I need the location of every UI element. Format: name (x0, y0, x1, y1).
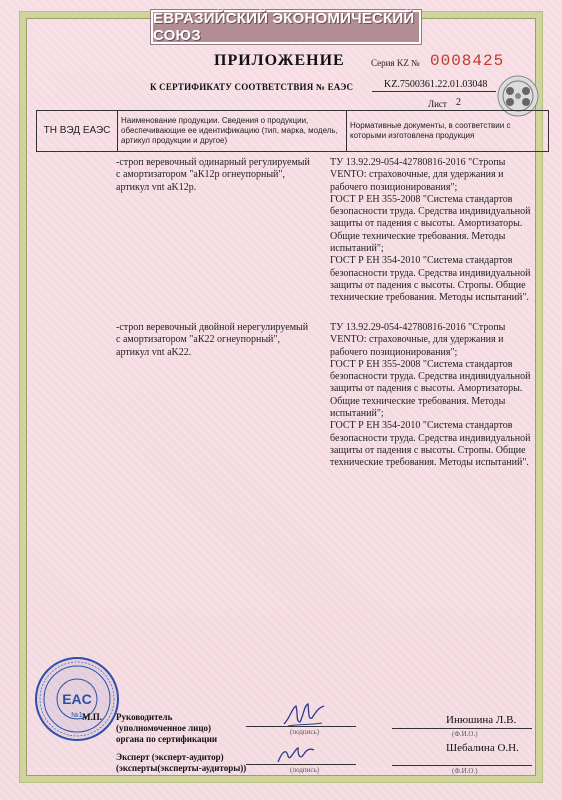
doc-line: рабочего позиционирования"; (330, 346, 458, 358)
certificate-underline (372, 91, 496, 92)
union-banner (151, 10, 421, 44)
product-line: -строп веревочный одинарный регулируемый (116, 157, 310, 168)
table-header (36, 110, 549, 152)
doc-line: испытаний"; (330, 243, 384, 255)
expert-fio-caption: (Ф.И.О.) (452, 767, 478, 775)
doc-line: рабочего позиционирования"; (330, 181, 458, 193)
doc-line: ГОСТ Р ЕН 355-2008 "Система стандартов (330, 358, 513, 370)
certificate-label: К СЕРТИФИКАТУ СООТВЕТСТВИЯ № ЕАЭС (150, 82, 354, 92)
doc-line: Общие технические требования. Методы (330, 230, 506, 242)
product-line: артикул vnt aK12p. (116, 181, 197, 193)
product-1 (116, 157, 310, 194)
product-2 (116, 322, 308, 359)
head-sub2: органа по сертификации (116, 734, 218, 744)
doc-line: безопасности труда. Средства индивидуальной (330, 206, 531, 218)
doc-line: VENTO: страховочные, для удержания и (330, 334, 504, 346)
col-docs-header: Нормативные документы, в соответствии с которыми изготовлена продукция (347, 111, 549, 152)
doc-line: технические требования. Методы испытаний". (330, 292, 529, 304)
expert-label: Эксперт (эксперт-аудитор) (116, 752, 224, 762)
certification-stamp (34, 656, 120, 742)
page-title: ПРИЛОЖЕНИЕ (214, 52, 345, 69)
expert-label-block (116, 752, 246, 774)
doc-line: ГОСТ Р ЕН 355-2008 "Система стандартов (330, 193, 513, 205)
product-line: артикул vnt aK22. (116, 346, 192, 358)
head-label-block (116, 712, 217, 745)
docs-1 (330, 157, 531, 305)
doc-line: ГОСТ Р ЕН 354-2010 "Система стандартов (330, 255, 513, 267)
doc-line: ТУ 13.92.29-054-42780816-2016 "Стропы (330, 157, 506, 168)
doc-line: ГОСТ Р ЕН 354-2010 "Система стандартов (330, 420, 513, 432)
sheet-number: 2 (456, 97, 461, 108)
doc-line: VENTO: страховочные, для удержания и (330, 169, 504, 181)
series-label: Серия KZ № (371, 58, 420, 68)
head-name: Инюшина Л.В. (446, 714, 517, 726)
col-product-header: Наименование продукции. Сведения о продукции, обеспечивающие ее идентификацию (тип, марка, модель, артикул продукции и другое) (118, 111, 347, 152)
mp-label: М.П. (82, 712, 102, 722)
doc-line: безопасности труда. Средства индивидуальной (330, 432, 531, 444)
series-number: 0008425 (430, 52, 505, 70)
col-code-header: ТН ВЭД ЕАЭС (37, 111, 118, 152)
banner-text: ЕВРАЗИЙСКИЙ ЭКОНОМИЧЕСКИЙ СОЮЗ (153, 10, 415, 44)
expert-name: Шебалина О.Н. (446, 742, 519, 754)
expert-sign-caption: (подпись) (290, 766, 320, 774)
head-sub1: (уполномоченное лицо) (116, 723, 212, 733)
doc-line: защиты от падения с высоты. Стропы. Общие (330, 279, 526, 291)
docs-2 (330, 322, 531, 470)
head-label: Руководитель (116, 712, 173, 722)
stamp-number-text: №1 (71, 712, 83, 719)
doc-line: защиты от падения с высоты. Амортизаторы. (330, 218, 523, 230)
head-sign-line (246, 726, 356, 727)
product-line: с амортизатором "аК22 огнеупорный", (116, 334, 280, 346)
doc-line: технические требования. Методы испытаний". (330, 457, 529, 469)
product-line: с амортизатором "аК12р огнеупорный", (116, 169, 285, 181)
product-line: -строп веревочный двойной нерегулируемый (116, 322, 309, 333)
certificate-number: KZ.7500361.22.01.03048 (384, 79, 488, 90)
sheet-label: Лист (428, 99, 447, 109)
doc-line: защиты от падения с высоты. Стропы. Общие (330, 444, 526, 456)
expert-fio-line (392, 765, 532, 766)
head-sign-caption: (подпись) (290, 728, 320, 736)
doc-line: Общие технические требования. Методы (330, 395, 506, 407)
head-fio-line (392, 728, 532, 729)
head-fio-caption: (Ф.И.О.) (452, 730, 478, 738)
doc-line: защиты от падения с высоты. Амортизаторы. (330, 383, 523, 395)
doc-line: ТУ 13.92.29-054-42780816-2016 "Стропы (330, 322, 506, 333)
doc-line: безопасности труда. Средства индивидуальной (330, 371, 531, 383)
doc-line: безопасности труда. Средства индивидуальной (330, 267, 531, 279)
expert-sub: (эксперты(эксперты-аудиторы)) (116, 763, 247, 773)
stamp-mark-text: EAC (62, 691, 92, 707)
expert-sign-line (246, 764, 356, 765)
doc-line: испытаний"; (330, 408, 384, 420)
